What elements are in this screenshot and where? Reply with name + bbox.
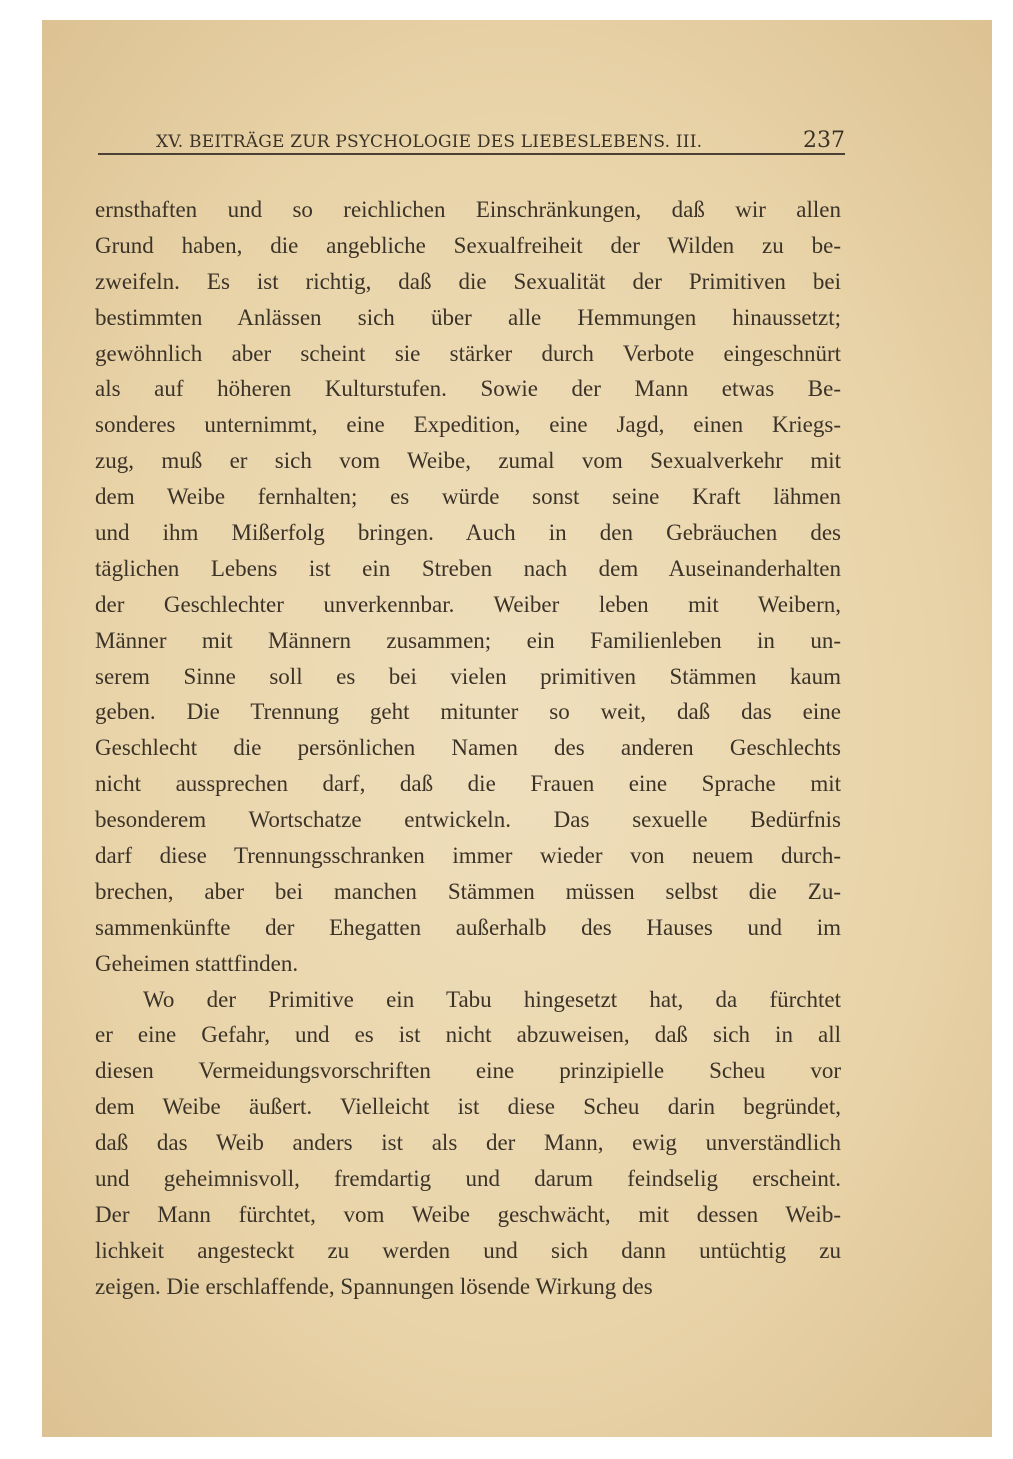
text-line: daß das Weib anders ist als der Mann, ewig unverständlich	[95, 1130, 841, 1156]
text-line: er eine Gefahr, und es ist nicht abzuweisen, daß sich in all	[95, 1022, 841, 1048]
header-rule	[98, 153, 845, 155]
text-line: serem Sinne soll es bei vielen primitiven Stämmen kaum	[95, 663, 841, 689]
text-line: geben. Die Trennung geht mitunter so weit, daß das eine	[95, 699, 841, 725]
text-line: besonderem Wortschatze entwickeln. Das sexuelle Bedürfnis	[95, 807, 841, 833]
text-line: Geschlecht die persönlichen Namen des anderen Geschlechts	[95, 735, 841, 761]
text-line: darf diese Trennungsschranken immer wieder von neuem durch-	[95, 843, 841, 869]
body-text	[95, 192, 841, 1305]
text-line: zweifeln. Es ist richtig, daß die Sexualität der Primitiven bei	[95, 268, 841, 294]
text-line: lichkeit angesteckt zu werden und sich dann untüchtig zu	[95, 1237, 841, 1263]
text-line: zeigen. Die erschlaffende, Spannungen lösende Wirkung des	[95, 1273, 653, 1299]
text-line: nicht aussprechen darf, daß die Frauen eine Sprache mit	[95, 771, 841, 797]
text-line: sammenkünfte der Ehegatten außerhalb des Hauses und im	[95, 914, 841, 940]
text-line: ernsthaften und so reichlichen Einschränkungen, daß wir allen	[95, 197, 841, 222]
text-line: bestimmten Anlässen sich über alle Hemmungen hinaussetzt;	[95, 304, 841, 330]
page-header	[100, 126, 845, 156]
text-line: Wo der Primitive ein Tabu hingesetzt hat, da fürchtet	[143, 986, 841, 1012]
text-line: Männer mit Männern zusammen; ein Familienleben in un-	[95, 627, 841, 653]
text-line: und ihm Mißerfolg bringen. Auch in den Gebräuchen des	[95, 520, 841, 546]
text-line: täglichen Lebens ist ein Streben nach dem Auseinanderhalten	[95, 555, 841, 581]
text-line: diesen Vermeidungsvorschriften eine prinzipielle Scheu vor	[95, 1058, 841, 1084]
text-line: dem Weibe fernhalten; es würde sonst seine Kraft lähmen	[95, 484, 841, 510]
text-line: Grund haben, die angebliche Sexualfreiheit der Wilden zu be-	[95, 232, 841, 258]
book-page	[42, 20, 992, 1437]
text-line: Geheimen stattfinden.	[95, 950, 299, 976]
text-line: sonderes unternimmt, eine Expedition, eine Jagd, einen Kriegs-	[95, 412, 841, 438]
text-line: dem Weibe äußert. Vielleicht ist diese Scheu darin begründet,	[95, 1094, 841, 1120]
page-number: 237	[803, 128, 845, 153]
running-title: XV. BEITRÄGE ZUR PSYCHOLOGIE DES LIEBESLEBENS. III.	[156, 132, 703, 152]
text-line: brechen, aber bei manchen Stämmen müssen selbst die Zu-	[95, 878, 841, 904]
text-line: zug, muß er sich vom Weibe, zumal vom Sexualverkehr mit	[95, 448, 841, 474]
text-line: als auf höheren Kulturstufen. Sowie der Mann etwas Be-	[95, 376, 841, 402]
text-line: Der Mann fürchtet, vom Weibe geschwächt, mit dessen Weib-	[95, 1201, 841, 1227]
text-line: gewöhnlich aber scheint sie stärker durch Verbote eingeschnürt	[95, 340, 841, 366]
text-line: und geheimnisvoll, fremdartig und darum feindselig erscheint.	[95, 1166, 841, 1192]
text-line: der Geschlechter unverkennbar. Weiber leben mit Weibern,	[95, 591, 841, 617]
